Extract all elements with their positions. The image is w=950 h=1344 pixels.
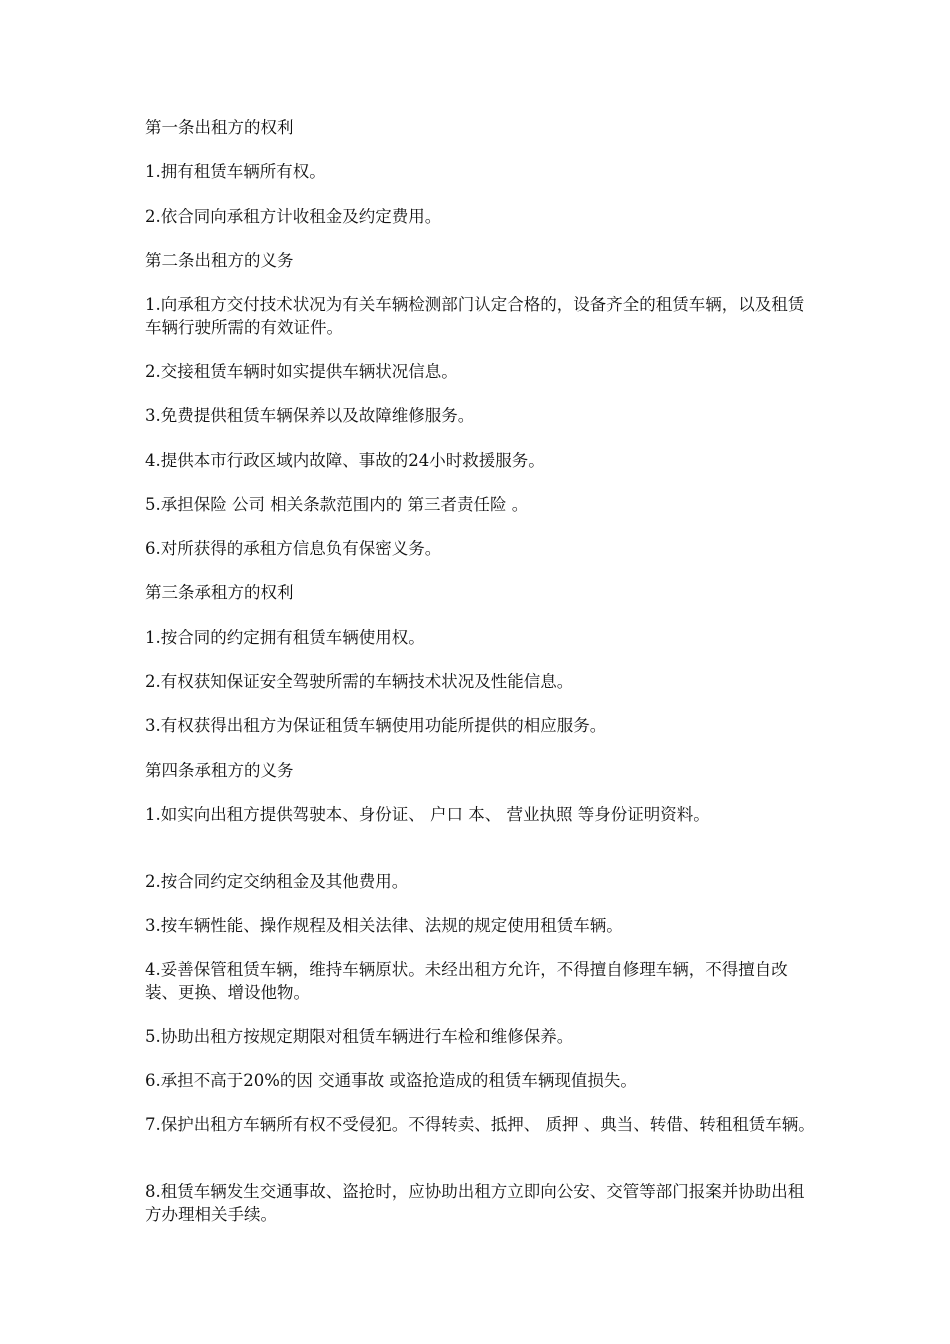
paragraph: 2.交接租赁车辆时如实提供车辆状况信息。 <box>145 362 458 381</box>
paragraph: 5.承担保险 公司 相关条款范围内的 第三者责任险 。 <box>145 495 529 514</box>
paragraph: 2.有权获知保证安全驾驶所需的车辆技术状况及性能信息。 <box>145 672 574 691</box>
paragraph: 3.有权获得出租方为保证租赁车辆使用功能所提供的相应服务。 <box>145 716 607 735</box>
section-heading-4: 第四条承租方的义务 <box>145 761 294 780</box>
section-heading-2: 第二条出租方的义务 <box>145 251 294 270</box>
paragraph: 1.如实向出租方提供驾驶本、身份证、 户口 本、 营业执照 等身份证明资料。 <box>145 805 710 824</box>
paragraph: 2.依合同向承租方计收租金及约定费用。 <box>145 207 442 226</box>
paragraph: 4.提供本市行政区域内故障、事故的24小时救援服务。 <box>145 451 545 470</box>
paragraph: 5.协助出租方按规定期限对租赁车辆进行车检和维修保养。 <box>145 1027 574 1046</box>
paragraph: 1.拥有租赁车辆所有权。 <box>145 162 326 181</box>
paragraph: 2.按合同约定交纳租金及其他费用。 <box>145 872 409 891</box>
paragraph: 3.按车辆性能、操作规程及相关法律、法规的规定使用租赁车辆。 <box>145 916 623 935</box>
paragraph: 1.向承租方交付技术状况为有关车辆检测部门认定合格的，设备齐全的租赁车辆，以及租赁车辆行驶所需的有效证件。 <box>145 295 805 337</box>
paragraph: 1.按合同的约定拥有租赁车辆使用权。 <box>145 628 425 647</box>
paragraph: 6.承担不高于20%的因 交通事故 或盗抢造成的租赁车辆现值损失。 <box>145 1071 637 1090</box>
paragraph: 7.保护出租方车辆所有权不受侵犯。不得转卖、抵押、 质押 、典当、转借、转租租赁车辆。 <box>145 1115 815 1134</box>
paragraph: 6.对所获得的承租方信息负有保密义务。 <box>145 539 442 558</box>
paragraph: 8.租赁车辆发生交通事故、盗抢时，应协助出租方立即向公安、交管等部门报案并协助出租方办理相关手续。 <box>145 1182 805 1224</box>
paragraph: 4.妥善保管租赁车辆，维持车辆原状。未经出租方允许，不得擅自修理车辆，不得擅自改装、更换、增设他物。 <box>145 960 788 1002</box>
paragraph: 3.免费提供租赁车辆保养以及故障维修服务。 <box>145 406 475 425</box>
section-heading-3: 第三条承租方的权利 <box>145 583 294 602</box>
section-heading-1: 第一条出租方的权利 <box>145 118 294 137</box>
